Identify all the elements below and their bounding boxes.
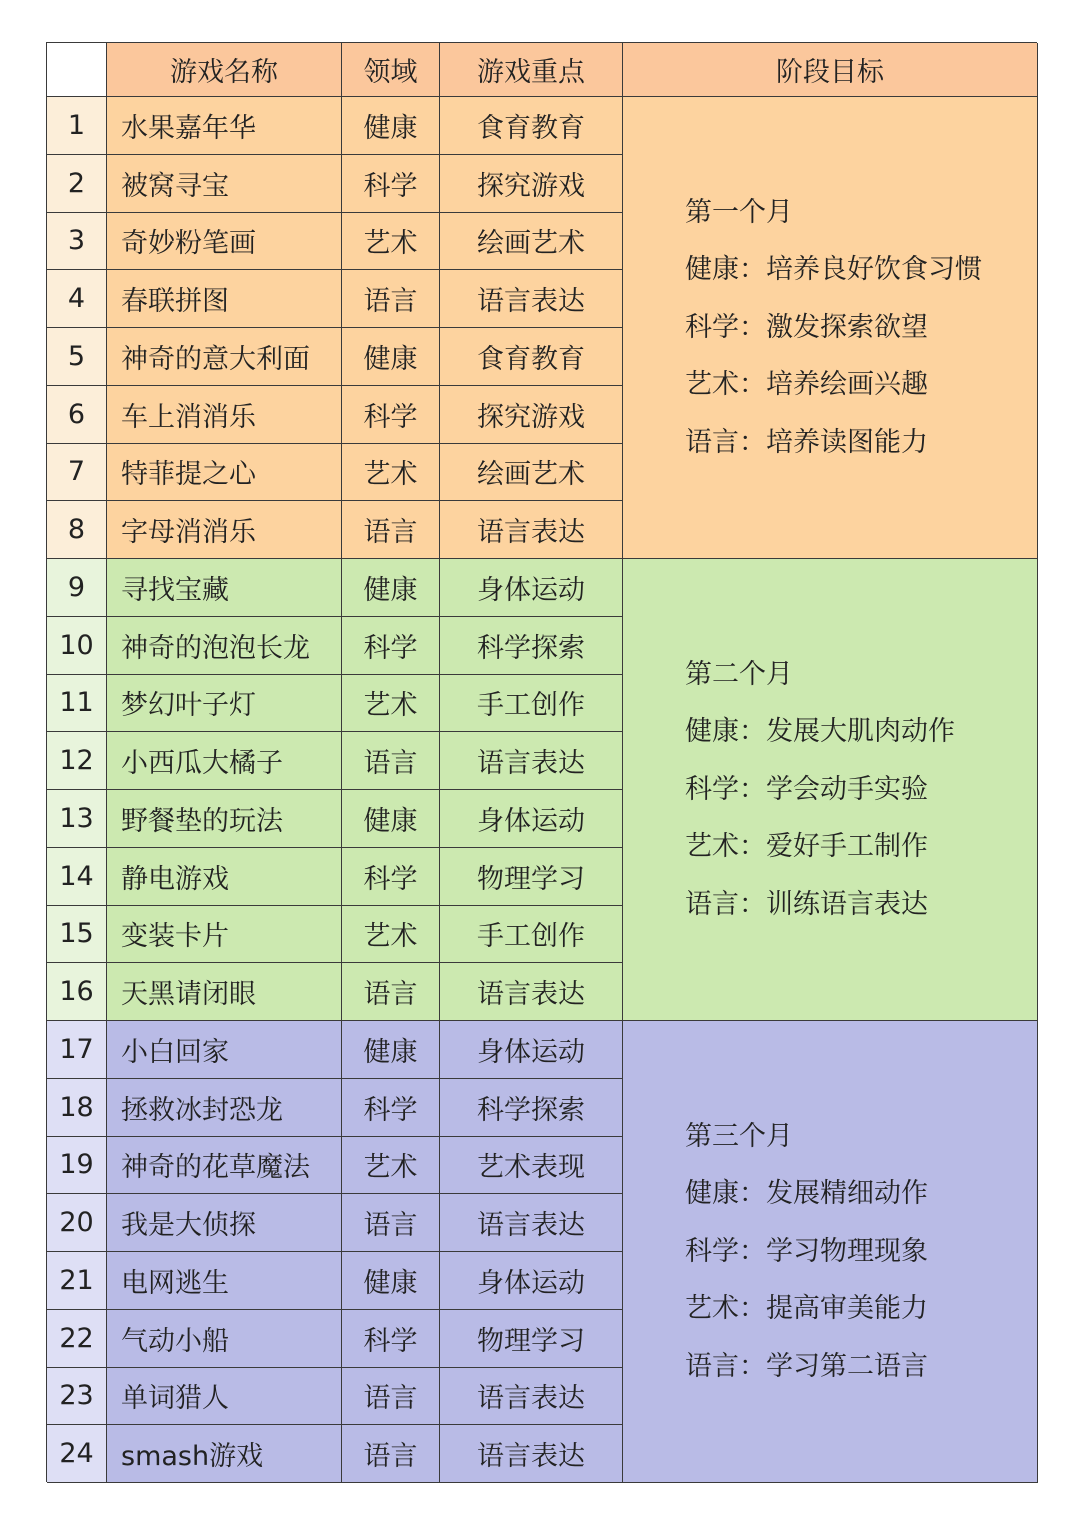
game-domain: 语言	[342, 1368, 440, 1426]
game-name: 神奇的花草魔法	[107, 1137, 342, 1195]
game-name: 神奇的泡泡长龙	[107, 617, 342, 675]
goal-item: 艺术：培养绘画兴趣	[685, 369, 928, 401]
game-focus: 语言表达	[440, 1425, 623, 1483]
goal-item: 健康：培养良好饮食习惯	[685, 254, 982, 286]
game-name: 奇妙粉笔画	[107, 213, 342, 271]
game-focus: 物理学习	[440, 848, 623, 906]
game-name: 单词猎人	[107, 1368, 342, 1426]
game-domain: 健康	[342, 328, 440, 386]
row-number: 12	[47, 732, 107, 790]
goal-item: 艺术：爱好手工制作	[685, 831, 928, 863]
game-name: smash游戏	[107, 1425, 342, 1483]
game-domain: 语言	[342, 270, 440, 328]
row-number: 22	[47, 1310, 107, 1368]
header-domain: 领域	[342, 43, 440, 97]
game-name: 特菲提之心	[107, 444, 342, 502]
game-focus: 语言表达	[440, 501, 623, 559]
goal-item: 健康：发展精细动作	[685, 1178, 928, 1210]
game-domain: 艺术	[342, 213, 440, 271]
game-name: 小西瓜大橘子	[107, 732, 342, 790]
stage-goal-month-2	[623, 559, 1038, 1021]
goal-item: 科学：学习物理现象	[685, 1235, 928, 1267]
row-number: 23	[47, 1368, 107, 1426]
goal-title: 第二个月	[685, 658, 793, 690]
game-focus: 绘画艺术	[440, 213, 623, 271]
game-name: 拯救冰封恐龙	[107, 1079, 342, 1137]
game-focus: 身体运动	[440, 559, 623, 617]
row-number: 15	[47, 906, 107, 964]
game-focus: 身体运动	[440, 1252, 623, 1310]
row-number: 4	[47, 270, 107, 328]
row-number: 20	[47, 1194, 107, 1252]
game-domain: 健康	[342, 97, 440, 155]
goal-item: 语言：学习第二语言	[685, 1350, 928, 1382]
game-domain: 健康	[342, 1021, 440, 1079]
game-domain: 科学	[342, 1079, 440, 1137]
game-name: 静电游戏	[107, 848, 342, 906]
row-number: 1	[47, 97, 107, 155]
stage-goal-month-1	[623, 97, 1038, 559]
game-focus: 手工创作	[440, 675, 623, 733]
game-focus: 探究游戏	[440, 386, 623, 444]
game-domain: 艺术	[342, 675, 440, 733]
game-name: 春联拼图	[107, 270, 342, 328]
game-focus: 语言表达	[440, 270, 623, 328]
game-focus: 艺术表现	[440, 1137, 623, 1195]
game-plan-table	[46, 42, 1037, 1482]
game-domain: 科学	[342, 848, 440, 906]
game-domain: 语言	[342, 501, 440, 559]
game-focus: 食育教育	[440, 97, 623, 155]
header-corner	[47, 43, 107, 97]
game-focus: 手工创作	[440, 906, 623, 964]
game-focus: 物理学习	[440, 1310, 623, 1368]
game-domain: 艺术	[342, 444, 440, 502]
game-focus: 食育教育	[440, 328, 623, 386]
game-focus: 身体运动	[440, 790, 623, 848]
game-focus: 科学探索	[440, 1079, 623, 1137]
game-domain: 科学	[342, 155, 440, 213]
row-number: 16	[47, 963, 107, 1021]
game-domain: 语言	[342, 1425, 440, 1483]
game-domain: 语言	[342, 1194, 440, 1252]
game-name: 车上消消乐	[107, 386, 342, 444]
game-focus: 科学探索	[440, 617, 623, 675]
header-stage-goal: 阶段目标	[623, 43, 1038, 97]
game-domain: 语言	[342, 732, 440, 790]
goal-item: 科学：学会动手实验	[685, 773, 928, 805]
stage-goal-month-3	[623, 1021, 1038, 1483]
row-number: 11	[47, 675, 107, 733]
row-number: 2	[47, 155, 107, 213]
row-number: 3	[47, 213, 107, 271]
row-number: 13	[47, 790, 107, 848]
row-number: 21	[47, 1252, 107, 1310]
row-number: 5	[47, 328, 107, 386]
game-name: 梦幻叶子灯	[107, 675, 342, 733]
game-focus: 语言表达	[440, 1194, 623, 1252]
game-focus: 语言表达	[440, 1368, 623, 1426]
game-focus: 语言表达	[440, 732, 623, 790]
goal-item: 艺术：提高审美能力	[685, 1293, 928, 1325]
game-domain: 健康	[342, 559, 440, 617]
goal-title: 第三个月	[685, 1120, 793, 1152]
game-name: 我是大侦探	[107, 1194, 342, 1252]
game-focus: 语言表达	[440, 963, 623, 1021]
game-domain: 艺术	[342, 1137, 440, 1195]
header-focus: 游戏重点	[440, 43, 623, 97]
game-name: 电网逃生	[107, 1252, 342, 1310]
goal-item: 健康：发展大肌肉动作	[685, 716, 955, 748]
goal-item: 语言：培养读图能力	[685, 426, 928, 458]
row-number: 14	[47, 848, 107, 906]
game-name: 神奇的意大利面	[107, 328, 342, 386]
row-number: 9	[47, 559, 107, 617]
row-number: 6	[47, 386, 107, 444]
game-name: 字母消消乐	[107, 501, 342, 559]
game-domain: 健康	[342, 790, 440, 848]
game-domain: 科学	[342, 617, 440, 675]
game-name: 野餐垫的玩法	[107, 790, 342, 848]
row-number: 17	[47, 1021, 107, 1079]
game-focus: 绘画艺术	[440, 444, 623, 502]
game-name: 气动小船	[107, 1310, 342, 1368]
row-number: 7	[47, 444, 107, 502]
row-number: 24	[47, 1425, 107, 1483]
row-number: 19	[47, 1137, 107, 1195]
game-name: 天黑请闭眼	[107, 963, 342, 1021]
goal-item: 语言：训练语言表达	[685, 888, 928, 920]
row-number: 10	[47, 617, 107, 675]
header-game-name: 游戏名称	[107, 43, 342, 97]
game-domain: 语言	[342, 963, 440, 1021]
game-name: 小白回家	[107, 1021, 342, 1079]
game-name: 寻找宝藏	[107, 559, 342, 617]
goal-title: 第一个月	[685, 196, 793, 228]
game-name: 水果嘉年华	[107, 97, 342, 155]
game-focus: 身体运动	[440, 1021, 623, 1079]
game-domain: 艺术	[342, 906, 440, 964]
row-number: 18	[47, 1079, 107, 1137]
game-name: 被窝寻宝	[107, 155, 342, 213]
game-domain: 健康	[342, 1252, 440, 1310]
game-domain: 科学	[342, 1310, 440, 1368]
game-focus: 探究游戏	[440, 155, 623, 213]
row-number: 8	[47, 501, 107, 559]
game-domain: 科学	[342, 386, 440, 444]
goal-item: 科学：激发探索欲望	[685, 311, 928, 343]
game-name: 变装卡片	[107, 906, 342, 964]
